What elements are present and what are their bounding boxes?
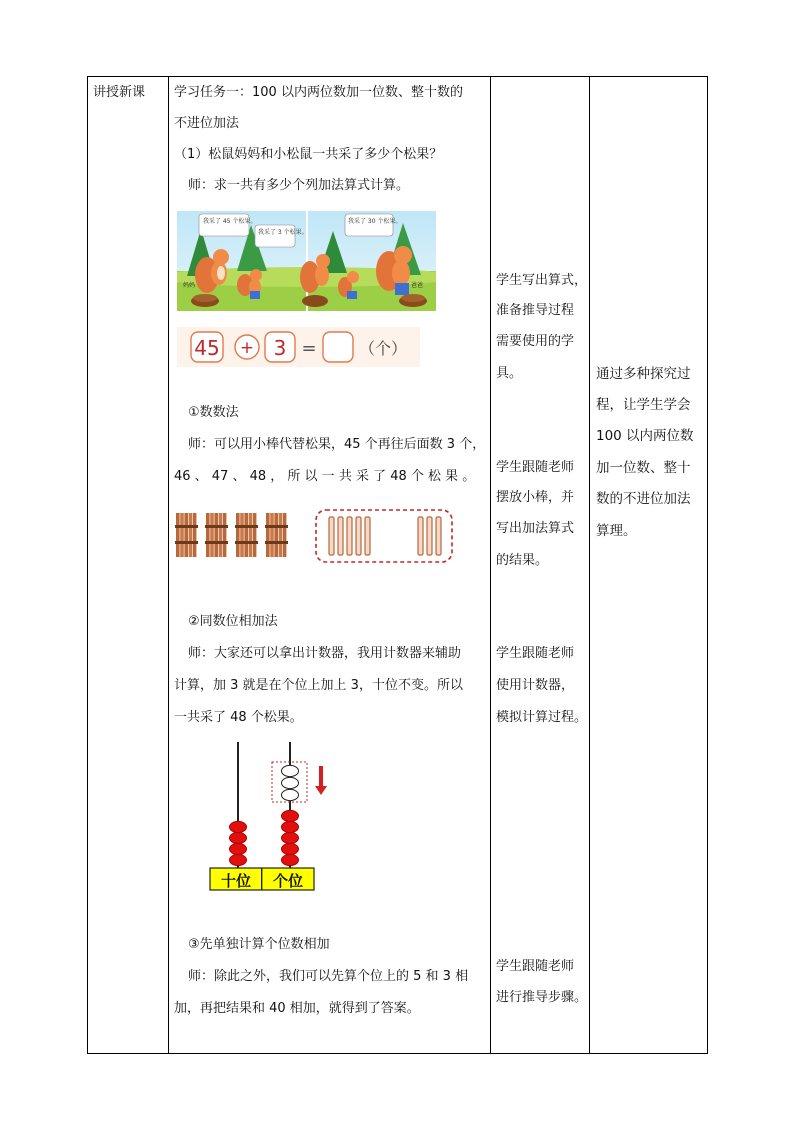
tens-bead <box>230 854 247 865</box>
equation-equals: = <box>301 338 317 359</box>
kid-bubble-text: 我采了 3 个松果。 <box>258 229 308 236</box>
added-bead <box>282 777 299 788</box>
table-border-left <box>87 76 88 1054</box>
tens-label: 十位 <box>220 872 252 890</box>
student-activity-1c: 需要使用的学 <box>496 334 575 349</box>
added-stick <box>427 517 432 555</box>
single-stick <box>338 517 343 555</box>
design-intent-3: 100 以内两位数 <box>596 428 694 444</box>
tens-bead <box>230 832 247 843</box>
ones-bead <box>282 821 299 832</box>
stick-bundle <box>175 513 198 557</box>
dad-bubble-text: 我采了 30 个松果。 <box>348 218 402 225</box>
ones-label: 个位 <box>272 872 304 890</box>
design-intent-6: 算理。 <box>596 523 637 539</box>
single-stick <box>329 517 334 555</box>
student-activity-3b: 使用计数器， <box>496 678 575 693</box>
teacher-line-1: 师：求一共有多少个列加法算式计算。 <box>188 178 410 193</box>
single-stick <box>356 517 361 555</box>
added-stick <box>418 517 423 555</box>
method-1-line-1: 师：可以用小棒代替松果，45 个再往后面数 3 个， <box>188 437 486 452</box>
equation-addend-b: 3 <box>273 336 287 360</box>
table-border-right <box>707 76 708 1054</box>
student-activity-2c: 写出加法算式 <box>496 521 575 536</box>
method-2-title: ②同数位相加法 <box>188 614 278 629</box>
tens-bead <box>230 843 247 854</box>
student-activity-1d: 具。 <box>496 366 523 381</box>
equation-answer-box <box>323 332 353 362</box>
section-label: 讲授新课 <box>93 85 146 100</box>
task-title: 学习任务一：100 以内两位数加一位数、整十数的 <box>174 85 463 100</box>
ones-bead <box>282 854 299 865</box>
ones-bead <box>282 832 299 843</box>
design-intent-4: 加一位数、整十 <box>596 460 691 476</box>
table-border-bottom <box>87 1053 708 1054</box>
counting-sticks-image <box>174 507 456 565</box>
table-divider-1 <box>168 76 169 1054</box>
student-activity-2d: 的结果。 <box>496 553 549 568</box>
method-3-line-2: 加，再把结果和 40 相加，就得到了答案。 <box>174 1001 420 1016</box>
student-activity-2b: 摆放小棒，并 <box>496 490 575 505</box>
student-activity-4: 学生跟随老师 <box>496 959 575 974</box>
method-3-title: ③先单独计算个位数相加 <box>188 937 330 952</box>
added-stick <box>436 517 441 555</box>
table-divider-2 <box>490 76 491 1054</box>
added-bead <box>282 789 299 800</box>
student-activity-1: 学生写出算式， <box>496 273 588 288</box>
added-bead <box>282 765 299 776</box>
equation-image <box>177 327 420 367</box>
abacus-image <box>188 736 336 894</box>
student-activity-3: 学生跟随老师 <box>496 646 575 661</box>
mom-bubble-text: 我采了 45 个松果。 <box>203 218 257 225</box>
method-2-line-2: 计算，加 3 就是在个位上加上 3，十位不变。所以 <box>174 678 463 693</box>
stick-bundle <box>205 513 228 557</box>
mom-label: 妈妈 <box>183 282 196 289</box>
dad-label: 爸爸 <box>411 282 424 289</box>
stick-bundle <box>235 513 258 557</box>
student-activity-4b: 进行推导步骤。 <box>496 990 588 1005</box>
question-1: （1）松鼠妈妈和小松鼠一共采了多少个松果？ <box>174 147 443 162</box>
equation-unit: （个） <box>358 339 408 358</box>
student-activity-1b: 准备推导过程 <box>496 303 575 318</box>
table-border-top <box>87 76 708 77</box>
design-intent-2: 程，让学生学会 <box>596 397 691 413</box>
design-intent-1: 通过多种探究过 <box>596 366 691 382</box>
method-1-line-2: 46 、 47 、 48 ， 所 以 一 共 采 了 48 个 松 果 。 <box>174 469 476 484</box>
equation-plus: + <box>239 338 255 358</box>
method-2-line-1: 师：大家还可以拿出计数器，我用计数器来辅助 <box>188 646 462 661</box>
equation-addend-a: 45 <box>194 336 220 360</box>
method-3-line-1: 师：除此之外，我们可以先算个位上的 5 和 3 相 <box>188 969 469 984</box>
task-title-cont: 不进位加法 <box>174 116 240 131</box>
ones-bead <box>282 810 299 821</box>
student-activity-2: 学生跟随老师 <box>496 460 575 475</box>
table-divider-3 <box>589 76 590 1054</box>
student-activity-3c: 模拟计算过程。 <box>496 710 588 725</box>
method-1-title: ①数数法 <box>188 405 239 420</box>
single-stick <box>347 517 352 555</box>
tens-bead <box>230 821 247 832</box>
method-2-line-3: 一共采了 48 个松果。 <box>174 710 303 725</box>
ones-bead <box>282 843 299 854</box>
single-stick <box>365 517 370 555</box>
design-intent-5: 数的不进位加法 <box>596 491 691 507</box>
stick-bundle <box>265 513 288 557</box>
squirrel-story-image <box>177 211 436 311</box>
